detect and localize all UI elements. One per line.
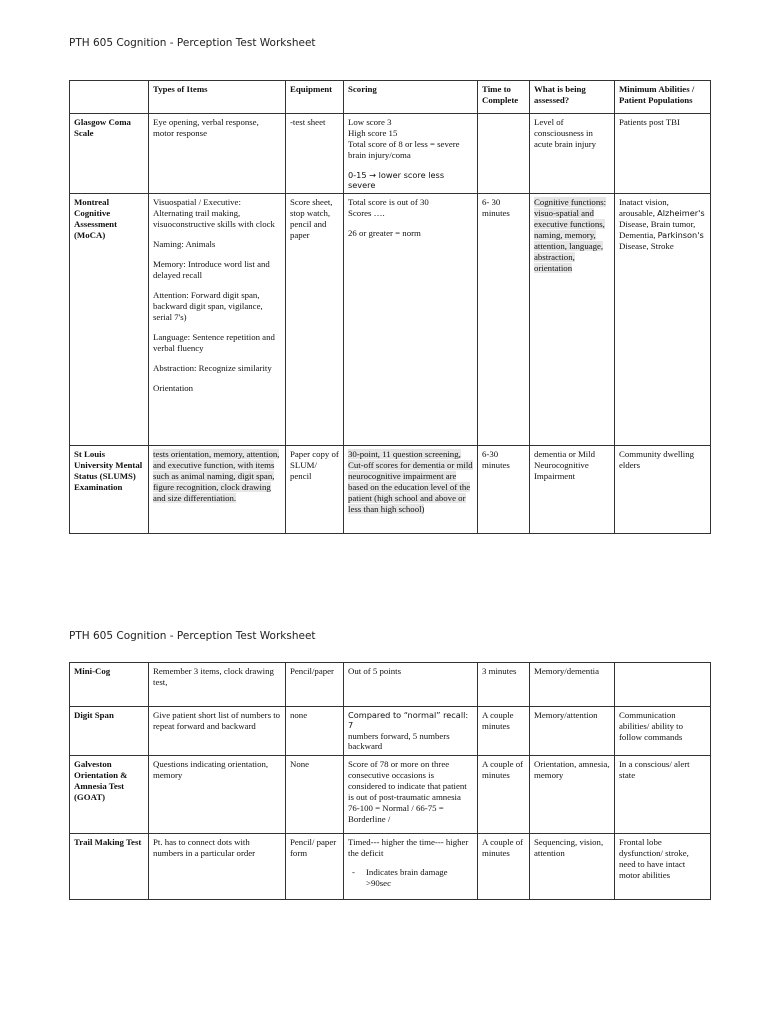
types-of-items: Questions indicating orientation, memory xyxy=(149,756,286,834)
types-of-items xyxy=(149,194,286,446)
scoring-line: Timed--- higher the time--- higher the deficit xyxy=(348,837,469,859)
population-part: Parkinson's xyxy=(657,230,704,241)
scoring-line: High score 15 xyxy=(348,127,398,138)
types-of-items xyxy=(149,446,286,534)
worksheet-table-1 xyxy=(69,80,711,534)
scoring-line: Total score of 8 or less = severe brain injury/coma xyxy=(348,138,460,160)
page-title: PTH 605 Cognition - Perception Test Worksheet xyxy=(69,37,316,49)
assessed: dementia or Mild Neurocognitive Impairment xyxy=(530,446,615,534)
header-scoring: Scoring xyxy=(344,81,478,114)
equipment: Pencil/paper xyxy=(286,663,344,707)
population: Frontal lobe dysfunction/ stroke, need to have intact motor abilities xyxy=(615,834,711,900)
equipment: -test sheet xyxy=(286,114,344,194)
header-assessed: What is being assessed? xyxy=(530,81,615,114)
scoring-line: Low score 3 xyxy=(348,117,392,127)
scoring-bullet: - Indicates brain damage >90sec xyxy=(366,867,473,889)
item-line: Orientation xyxy=(153,383,194,394)
time-to-complete: 6- 30 minutes xyxy=(478,194,530,446)
item-line: Attention: Forward digit span, backward digit span, vigilance, serial 7's) xyxy=(153,290,263,323)
item-line: Memory: Introduce word list and delayed recall xyxy=(153,259,270,281)
assessed: Sequencing, vision, attention xyxy=(530,834,615,900)
assessed xyxy=(530,194,615,446)
test-name: Galveston Orientation & Amnesia Test (GOAT) xyxy=(70,756,149,834)
item-line: Visuospatial / Executive: Alternating trail making, visuoconstructive skills with clock xyxy=(153,197,275,230)
scoring: Out of 5 points xyxy=(344,663,478,707)
scoring xyxy=(344,114,478,194)
scoring-bullets xyxy=(348,867,473,889)
equipment: Pencil/ paper form xyxy=(286,834,344,900)
test-name: Montreal Cognitive Assessment (MoCA) xyxy=(70,194,149,446)
population: Communication abilities/ ability to follow commands xyxy=(615,707,711,756)
time-to-complete: A couple minutes xyxy=(478,707,530,756)
equipment: Paper copy of SLUM/ pencil xyxy=(286,446,344,534)
time-to-complete: A couple of minutes xyxy=(478,834,530,900)
types-of-items: Give patient short list of numbers to repeat forward and backward xyxy=(149,707,286,756)
population xyxy=(615,663,711,707)
time-to-complete: A couple of minutes xyxy=(478,756,530,834)
scoring xyxy=(344,756,478,834)
scoring-line: numbers forward, 5 numbers backward xyxy=(348,730,450,752)
scoring-note: 76-100 = Normal / 66-75 = Borderline / xyxy=(348,803,444,825)
test-name: Mini-Cog xyxy=(70,663,149,707)
population-part: Alzheimer's xyxy=(657,208,705,219)
scoring-highlight: 30-point, 11 question screening, Cut-off scores for dementia or mild neurocognitive impairment are based on the education level of the patient (high school and above or less than high school) xyxy=(348,449,473,515)
time-to-complete: 6-30 minutes xyxy=(478,446,530,534)
scoring-note: 0-15 → lower score less severe xyxy=(348,169,445,191)
worksheet-table-2 xyxy=(69,662,711,900)
page-title-2: PTH 605 Cognition - Perception Test Worksheet xyxy=(69,630,316,642)
types-of-items: Pt. has to connect dots with numbers in a particular order xyxy=(149,834,286,900)
table-row xyxy=(70,446,711,534)
scoring-note: 26 or greater = norm xyxy=(348,228,421,239)
assessed: Memory/attention xyxy=(530,707,615,756)
assessed: Orientation, amnesia, memory xyxy=(530,756,615,834)
scoring xyxy=(344,707,478,756)
item-line: Naming: Animals xyxy=(153,239,216,250)
population xyxy=(615,194,711,446)
population: In a conscious/ alert state xyxy=(615,756,711,834)
scoring-line: Total score is out of 30 xyxy=(348,197,429,208)
equipment: none xyxy=(286,707,344,756)
scoring-line: Scores …. xyxy=(348,208,385,219)
time-to-complete xyxy=(478,114,530,194)
scoring xyxy=(344,834,478,900)
table-row xyxy=(70,707,711,756)
scoring xyxy=(344,446,478,534)
time-to-complete: 3 minutes xyxy=(478,663,530,707)
table-row xyxy=(70,834,711,900)
population: Patients post TBI xyxy=(615,114,711,194)
test-name: Digit Span xyxy=(70,707,149,756)
scoring-line: Compared to “normal” recall: 7 xyxy=(348,710,469,731)
assessed: Memory/dementia xyxy=(530,663,615,707)
header-row xyxy=(70,81,711,114)
test-name: Glasgow Coma Scale xyxy=(70,114,149,194)
population: Community dwelling elders xyxy=(615,446,711,534)
assessed: Level of consciousness in acute brain injury xyxy=(530,114,615,194)
header-population: Minimum Abilities / Patient Populations xyxy=(615,81,711,114)
header-time: Time to Complete xyxy=(478,81,530,114)
types-of-items: Eye opening, verbal response, motor response xyxy=(149,114,286,194)
item-line: Language: Sentence repetition and verbal fluency xyxy=(153,332,275,354)
population-part: Inatact vision, arousable, xyxy=(619,197,669,219)
test-name: St Louis University Mental Status (SLUMS) Examination xyxy=(70,446,149,534)
equipment: None xyxy=(286,756,344,834)
table-row xyxy=(70,663,711,707)
assessed-highlight: Cognitive functions: visuo-spatial and executive functions, naming, memory, attention, language, abstraction, orientation xyxy=(534,197,607,274)
test-name: Trail Making Test xyxy=(70,834,149,900)
scoring xyxy=(344,194,478,446)
population-part: Disease, Brain tumor, Dementia, xyxy=(619,219,696,241)
table-row xyxy=(70,194,711,446)
items-highlight: tests orientation, memory, attention, and executive function, with items such as animal naming, digit span, figure recognition, clock drawing and size differentiation. xyxy=(153,449,280,504)
header-equipment: Equipment xyxy=(286,81,344,114)
population-part: Disease, Stroke xyxy=(619,241,674,252)
types-of-items: Remember 3 items, clock drawing test, xyxy=(149,663,286,707)
header-types-of-items: Types of Items xyxy=(149,81,286,114)
header-test xyxy=(70,81,149,114)
table-row xyxy=(70,756,711,834)
item-line: Abstraction: Recognize similarity xyxy=(153,363,272,374)
equipment: Score sheet, stop watch, pencil and paper xyxy=(286,194,344,446)
table-row xyxy=(70,114,711,194)
scoring-line: Score of 78 or more on three consecutive occasions is considered to indicate that patient is out of post-traumatic amnesia xyxy=(348,759,467,803)
